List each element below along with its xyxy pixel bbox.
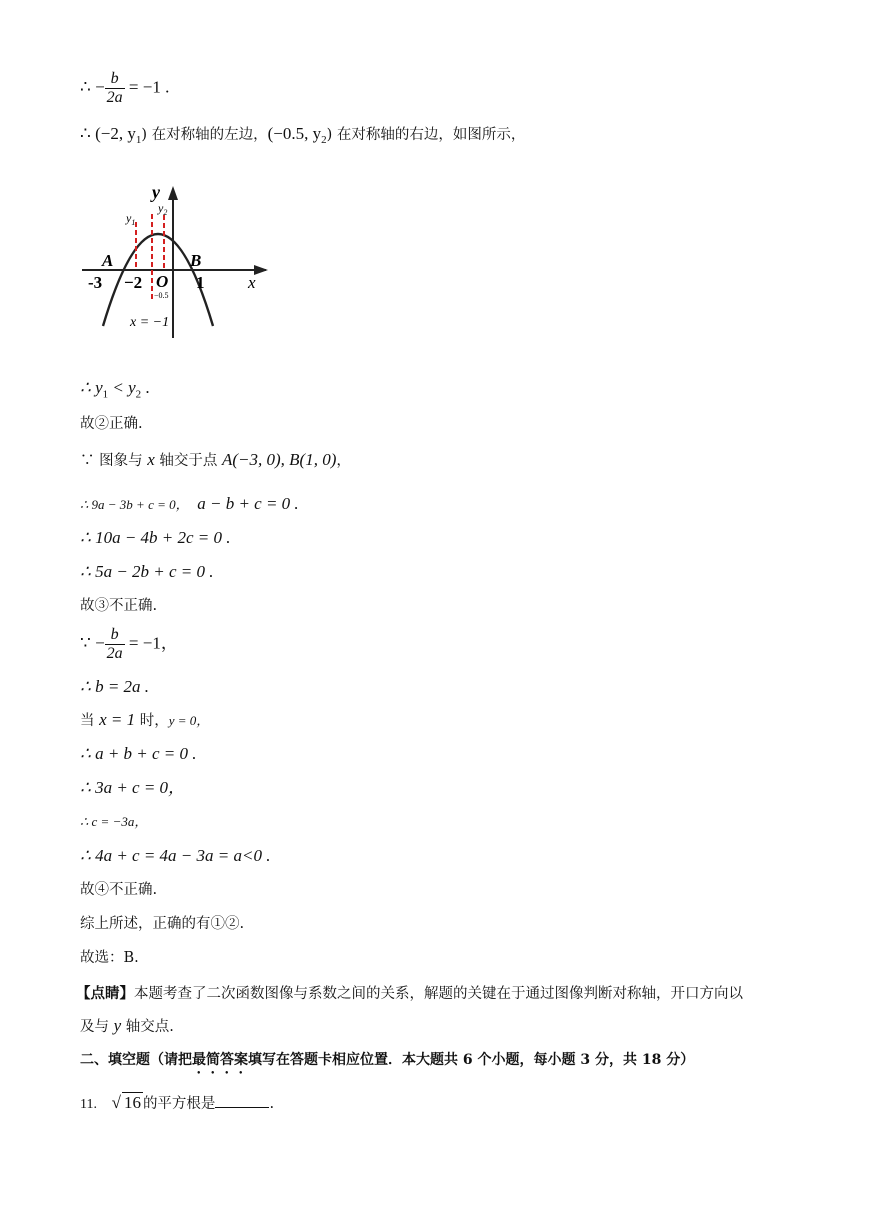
fraction: $\frac{b}{2a}$ xyxy=(106,626,123,662)
line-summary: 综上所述，正确的有①②. xyxy=(80,916,245,932)
point-b-label: B xyxy=(190,251,202,270)
section-heading: 二、填空题（请把最简答案填写在答题卡相应位置．本大题共 6 个小题，每小题 3 分，共 18 分） xyxy=(80,1052,695,1068)
axis-of-symmetry-label: x = −1 xyxy=(130,315,170,330)
line-conclusion-2: 故②正确. xyxy=(80,416,143,432)
line-comment-cont: 及与 y 轴交点. xyxy=(80,1016,174,1035)
line-conclusion-4: 故④不正确. xyxy=(80,882,158,898)
line-intersection: ∵ 图象与 x 轴交于点 A(−3, 0), B(1, 0)， xyxy=(80,450,351,469)
x-axis-label: x xyxy=(248,273,256,292)
line-4a-c: ∴ 4a + c = 4a − 3a = a<0 . xyxy=(80,846,271,865)
line-conclusion-3: 故③不正确. xyxy=(80,598,158,614)
question-11: 11. √ 16 的平方根是 . xyxy=(80,1093,275,1112)
origin-label: O xyxy=(156,272,169,291)
y-axis-label: y xyxy=(152,182,160,202)
line-a-b-c: ∴ a + b + c = 0 . xyxy=(80,744,197,763)
line-3a-c: ∴ 3a + c = 0， xyxy=(80,778,186,797)
line-when-x1: 当 x = 1 时，y = 0， xyxy=(80,710,210,729)
line-b-equals-2a: ∴ b = 2a . xyxy=(80,677,150,696)
line-c-equals: ∴ c = −3a， xyxy=(80,814,148,829)
line-points-position: ∴ (−2, $y_1$) 在对称轴的左边，(−0.5, $y_2$) 在对称轴的右边，如图所示， xyxy=(80,124,526,146)
line-10a: ∴ 10a − 4b + 2c = 0 . xyxy=(80,528,231,547)
tick-1: 1 xyxy=(196,273,205,292)
y-axis-arrow xyxy=(168,186,178,200)
answer-blank[interactable] xyxy=(215,1093,269,1108)
parabola-figure xyxy=(78,180,278,345)
y1-label: $y_1$ xyxy=(126,211,136,227)
line-y1-less-y2: ∴ $y_1 < y_2$ . xyxy=(80,378,150,401)
line-comment: 【点睛】本题考查了二次函数图像与系数之间的关系，解题的关键在于通过图像判断对称轴，开口方向以 xyxy=(76,985,743,1002)
line-equations: ∴ 9a − 3b + c = 0， a − b + c = 0 . xyxy=(80,494,299,513)
tick-neg2: −2 xyxy=(124,273,143,292)
line-axis-of-symmetry: ∴ − $\frac{b}{2a}$ = −1 . xyxy=(80,70,170,106)
y2-label: $y_2$ xyxy=(158,201,168,217)
point-a-label: A xyxy=(102,251,114,270)
line-axis-of-symmetry-2: ∵ − $\frac{b}{2a}$ = −1， xyxy=(80,626,178,662)
tick-neg05: −0.5 xyxy=(154,291,169,300)
line-5a: ∴ 5a − 2b + c = 0 . xyxy=(80,562,214,581)
line-answer: 故选：B. xyxy=(80,950,139,966)
fraction: $\frac{b}{2a}$ xyxy=(106,70,123,106)
x-axis-arrow xyxy=(254,265,268,275)
sqrt-16: √ 16 xyxy=(111,1093,141,1112)
tick-neg3: -3 xyxy=(88,273,103,292)
